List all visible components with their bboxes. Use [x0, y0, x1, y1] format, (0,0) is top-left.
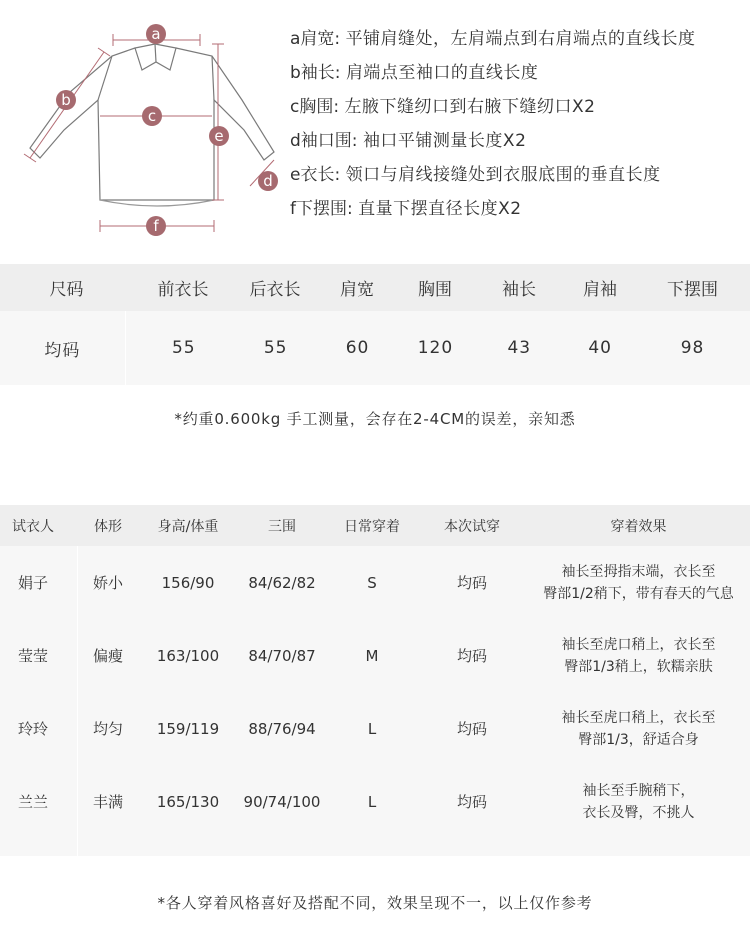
cell: 120 [417, 338, 454, 358]
marker-f [146, 216, 166, 236]
cell: 玲玲 [18, 720, 49, 738]
svg-text:b: b [61, 91, 71, 109]
marker-b [56, 90, 76, 110]
column-divider [77, 546, 78, 856]
cell: 55 [171, 338, 196, 358]
cell: S [367, 573, 377, 592]
legend-row-f: f下摆围: 直量下摆直径长度X2 [290, 199, 522, 219]
legend-row-b: b袖长: 肩端点至袖口的直线长度 [290, 63, 539, 83]
legend-row-c: c胸围: 左腋下缝纫口到右腋下缝纫口X2 [290, 97, 596, 117]
effect-cell: 袖长至拇指末端，衣长至 臀部1/2稍下，带有春天的气息 [543, 563, 734, 602]
cell: 90/74/100 [243, 792, 321, 811]
header-cell: 后衣长 [249, 280, 301, 300]
cell: 84/62/82 [248, 573, 316, 592]
effect-cell: 袖长至虎口稍上，衣长至 臀部1/3，舒适合身 [561, 709, 716, 748]
marker-d [258, 171, 278, 191]
cell: 均码 [456, 574, 487, 592]
cell: 88/76/94 [248, 719, 316, 738]
cell: L [367, 719, 377, 738]
header-cell: 肩袖 [583, 280, 617, 300]
cell: 娟子 [18, 574, 49, 592]
cell: 均码 [0, 311, 126, 385]
svg-text:d: d [263, 172, 273, 190]
table-row [0, 692, 750, 765]
cell: 丰满 [92, 793, 123, 811]
cell: 均码 [456, 720, 487, 738]
cell: 兰兰 [18, 793, 49, 811]
legend-row-a: a肩宽: 平铺肩缝处，左肩端点到右肩端点的直线长度 [290, 29, 696, 49]
cell: 40 [588, 338, 612, 358]
fitting-table [0, 505, 750, 856]
header-cell: 下摆围 [667, 280, 718, 300]
header-cell: 试衣人 [12, 518, 54, 535]
weight-note: *约重0.600kg 手工测量，会存在2-4CM的误差，亲知悉 [174, 410, 576, 428]
cell: 159/119 [156, 719, 220, 738]
svg-text:f: f [153, 217, 159, 235]
cell: 98 [680, 338, 705, 358]
table-row [0, 619, 750, 692]
cell: 60 [345, 338, 370, 358]
header-cell: 肩宽 [340, 280, 374, 300]
style-note: *各人穿着风格喜好及搭配不同，效果呈现不一，以上仅作参考 [157, 894, 593, 912]
header-cell: 身高/体重 [157, 518, 219, 535]
effect-cell: 袖长至虎口稍上，衣长至 臀部1/3稍上，软糯亲肤 [561, 636, 716, 675]
legend-row-e: e衣长: 领口与肩线接缝处到衣服底围的垂直长度 [290, 165, 661, 185]
cell: 163/100 [156, 646, 220, 665]
cell: 偏瘦 [92, 647, 123, 665]
header-cell: 日常穿着 [344, 518, 400, 535]
cell: M [365, 646, 379, 665]
size-table-header [0, 264, 750, 311]
svg-text:c: c [147, 107, 157, 125]
legend-row-d: d袖口围: 袖口平铺测量长度X2 [290, 131, 527, 151]
svg-text:e: e [214, 127, 224, 145]
header-cell: 胸围 [418, 280, 452, 300]
header-cell: 尺码 [49, 280, 84, 300]
cell: 均码 [456, 793, 487, 811]
cell: 55 [263, 338, 288, 358]
size-table [0, 264, 750, 385]
header-cell: 本次试穿 [444, 518, 500, 535]
cell: L [367, 792, 377, 811]
header-cell: 穿着效果 [610, 518, 667, 535]
svg-text:a: a [151, 25, 161, 43]
marker-a [146, 24, 166, 44]
header-cell: 三围 [268, 518, 296, 535]
table-row [0, 765, 750, 838]
marker-e [209, 126, 229, 146]
measurement-legend [290, 22, 750, 226]
header-cell: 体形 [94, 518, 122, 535]
fitting-table-body [0, 546, 750, 856]
effect-cell: 袖长至手腕稍下， 衣长及臀，不挑人 [582, 782, 695, 821]
size-table-row [0, 311, 750, 385]
cell: 莹莹 [18, 647, 49, 665]
cell: 均码 [456, 647, 487, 665]
cell: 165/130 [156, 792, 220, 811]
garment-diagram [0, 0, 290, 255]
cell: 43 [507, 338, 532, 358]
header-cell: 前衣长 [157, 280, 209, 300]
header-cell: 袖长 [502, 280, 536, 300]
cell: 156/90 [161, 573, 215, 592]
table-row [0, 546, 750, 619]
cell: 84/70/87 [248, 646, 316, 665]
cell: 均匀 [92, 720, 123, 738]
marker-c [142, 106, 162, 126]
cell: 娇小 [92, 574, 123, 592]
fitting-table-header [0, 505, 750, 546]
